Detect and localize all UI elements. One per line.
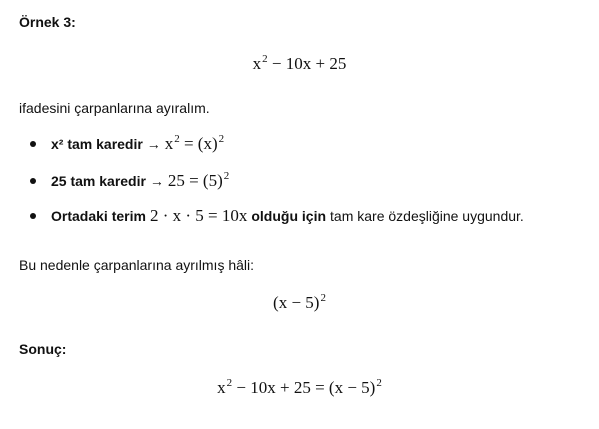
bullet-dot [30,213,36,219]
expression-exponent: 2 [262,53,268,65]
bullet-3-tail: tam kare özdeşliğine uygundur. [330,208,524,224]
bullet-1-bold: x² tam karedir → [51,136,161,152]
intro-paragraph: ifadesini çarpanlarına ayıralım. [19,100,210,116]
final-rhs-exponent: 2 [376,377,382,389]
expression-rest: − 10x + 25 [267,54,347,73]
result-intro: Bu nedenle çarpanlarına ayrılmış hâli: [19,257,255,273]
bullet-1-math: $x^2 = (x)^2$ [164,133,225,153]
example-heading: Örnek 3: [19,14,76,30]
expression-x: x [252,54,262,73]
bullet-3-bold-lead: Ortadaki terim [51,208,146,224]
bullet-item-2 [19,170,229,192]
final-equation [0,378,599,398]
bullet-2-math: $25 = (5)^2$ [167,170,230,190]
final-lhs-exponent: 2 [226,377,233,389]
bullet-dot [30,178,36,184]
bullet-item-3 [19,205,524,227]
final-rest: − 10x + 25 = (x − 5) [232,378,376,397]
bullet-3-bold-tail: olduğu için [251,208,327,224]
bullet-dot [30,141,36,147]
factored-display [0,293,599,313]
factored-exponent: 2 [320,292,326,304]
expression-display [0,54,599,74]
bullet-3-math: 2 · x · 5 = 10x [149,206,248,225]
bullet-item-1 [19,133,224,155]
conclusion-heading: Sonuç: [19,341,67,357]
bullet-2-bold: 25 tam karedir → [51,173,164,189]
final-lhs-x: x [217,378,226,397]
factored-base: (x − 5) [273,293,320,312]
